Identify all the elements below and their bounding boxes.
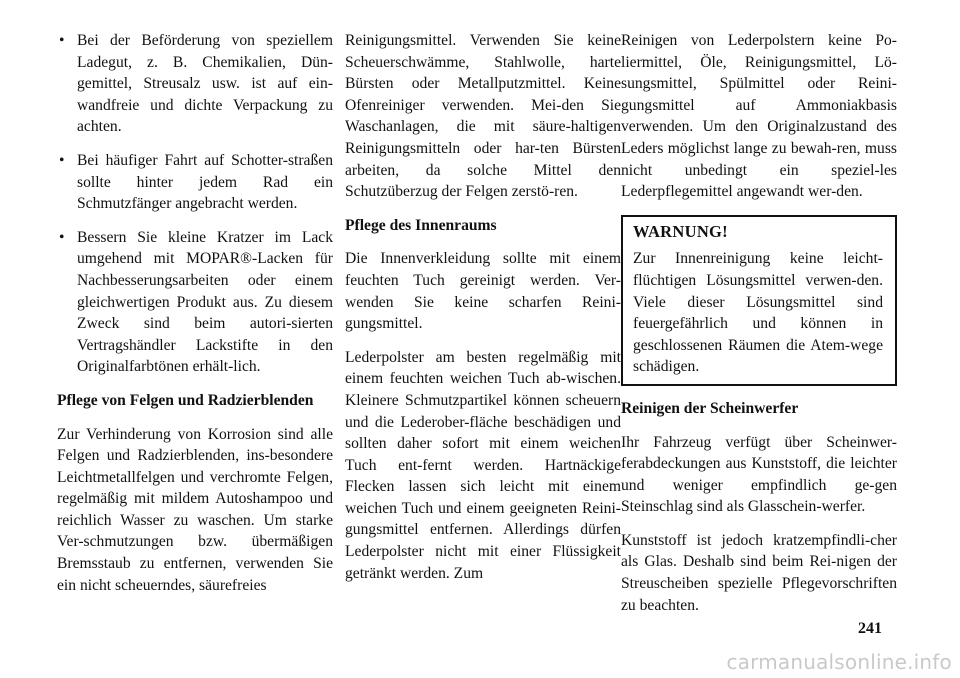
warning-box	[621, 215, 897, 386]
bullet-list	[57, 30, 333, 378]
column-left	[57, 30, 333, 608]
bullet-item	[57, 150, 333, 215]
bullet-item	[57, 227, 333, 378]
bullet-item	[57, 30, 333, 138]
paragraph: Kunststoff ist jedoch kratzempfindli-cher als Glas. Deshalb sind beim Rei-nigen der Streuscheiben spezielle Pflegevorschriften zu beachten.	[621, 531, 897, 614]
paragraph: Ihr Fahrzeug verfügt über Scheinwer-ferabdeckungen aus Kunststoff, die leichter und weniger empfindlich ge-gen Steinschlag sind als Glasschein-werfer.	[621, 433, 897, 516]
bullet-icon: •	[59, 151, 65, 169]
column-right	[621, 30, 897, 628]
bullet-text: Bei häufiger Fahrt auf Schotter-straßen sollte hinter jedem Rad ein Schmutzfänger angebracht werden.	[77, 151, 333, 213]
column-middle	[345, 30, 621, 596]
bullet-text: Bei der Beförderung von speziellem Ladegut, z. B. Chemikalien, Dün-gemittel, Streusalz usw. ist auf ein-wandfreie und dichte Verpackung zu achten.	[77, 32, 333, 136]
paragraph: Lederpolster am besten regelmäßig mit einem feuchten weichen Tuch ab-wischen. Kleinere Schmutzpartikel können scheuern und die Lederober-fläche beschädigen und sollten daher sofort mit einem weichen Tuch ent-fernt werden. Hartnäckige Flecken lassen sich leicht mit einem weichen Tuch und einem geeigneten Reini-gungsmittel entfernen. Allerdings dürfen Lederpolster nicht mit einer Flüssigkeit getränkt werden. Zum	[345, 348, 621, 582]
section-heading-headlights: Reinigen der Scheinwerfer	[621, 399, 799, 417]
paragraph: Die Innenverkleidung sollte mit einem feuchten Tuch gereinigt werden. Ver-wenden Sie keine scharfen Reini-gungsmittel.	[345, 250, 621, 333]
bullet-icon: •	[59, 32, 65, 49]
warning-title: WARNUNG!	[633, 221, 728, 241]
page-number: 241	[858, 620, 882, 637]
paragraph: Zur Verhinderung von Korrosion sind alle Felgen und Radzierblenden, ins-besondere Leichtmetallfelgen und verchromte Felgen, regelmäßig mit mildem Autoshampoo und reichlich Wasser zu waschen. Um starke Ver-schmutzungen bzw. übermäßigen Bremsstaub zu entfernen, verwenden Sie ein nicht scheuerndes, säurefreies	[57, 425, 333, 594]
section-heading-wheels: Pflege von Felgen und Radzierblenden	[57, 391, 314, 409]
watermark: carmanualsonline.info	[726, 650, 952, 674]
warning-text: Zur Innenreinigung keine leicht-flüchtigen Lösungsmittel verwen-den. Viele dieser Lösungsmittel sind feuergefährlich und können in geschlossenen Räumen die Atem-wege schädigen.	[633, 250, 883, 376]
section-heading-interior: Pflege des Innenraums	[345, 216, 497, 234]
paragraph: Reinigungsmittel. Verwenden Sie keine Scheuerschwämme, Stahlwolle, harte Bürsten oder Metallputzmittel. Keine Ofenreiniger verwenden. Mei-den Sie Waschanlagen, die mit säure-haltigen Reinigungsmitteln oder har-ten Bürsten arbeiten, da solche Mittel den Schutzüberzug der Felgen zerstö-ren.	[345, 32, 621, 201]
bullet-icon: •	[59, 228, 65, 246]
paragraph: Reinigen von Lederpolstern keine Po-liermittel, Öle, Reinigungsmittel, Lö-sungsmittel, Spülmittel oder Reini-gungsmittel auf Ammoniakbasis verwenden. Um den Originalzustand des Leders möglichst lange zu bewah-ren, muss nicht unbedingt ein speziel-les Lederpflegemittel angewandt wer-den.	[621, 32, 897, 201]
bullet-text: Bessern Sie kleine Kratzer im Lack umgehend mit MOPAR®-Lacken für Nachbesserungsarbeiten oder einem gleichwertigen Produkt aus. Zu diesem Zweck sind beim autori-sierten Vertragshändler Lackstifte in den Originalfarbtönen erhält-lich.	[77, 228, 333, 376]
